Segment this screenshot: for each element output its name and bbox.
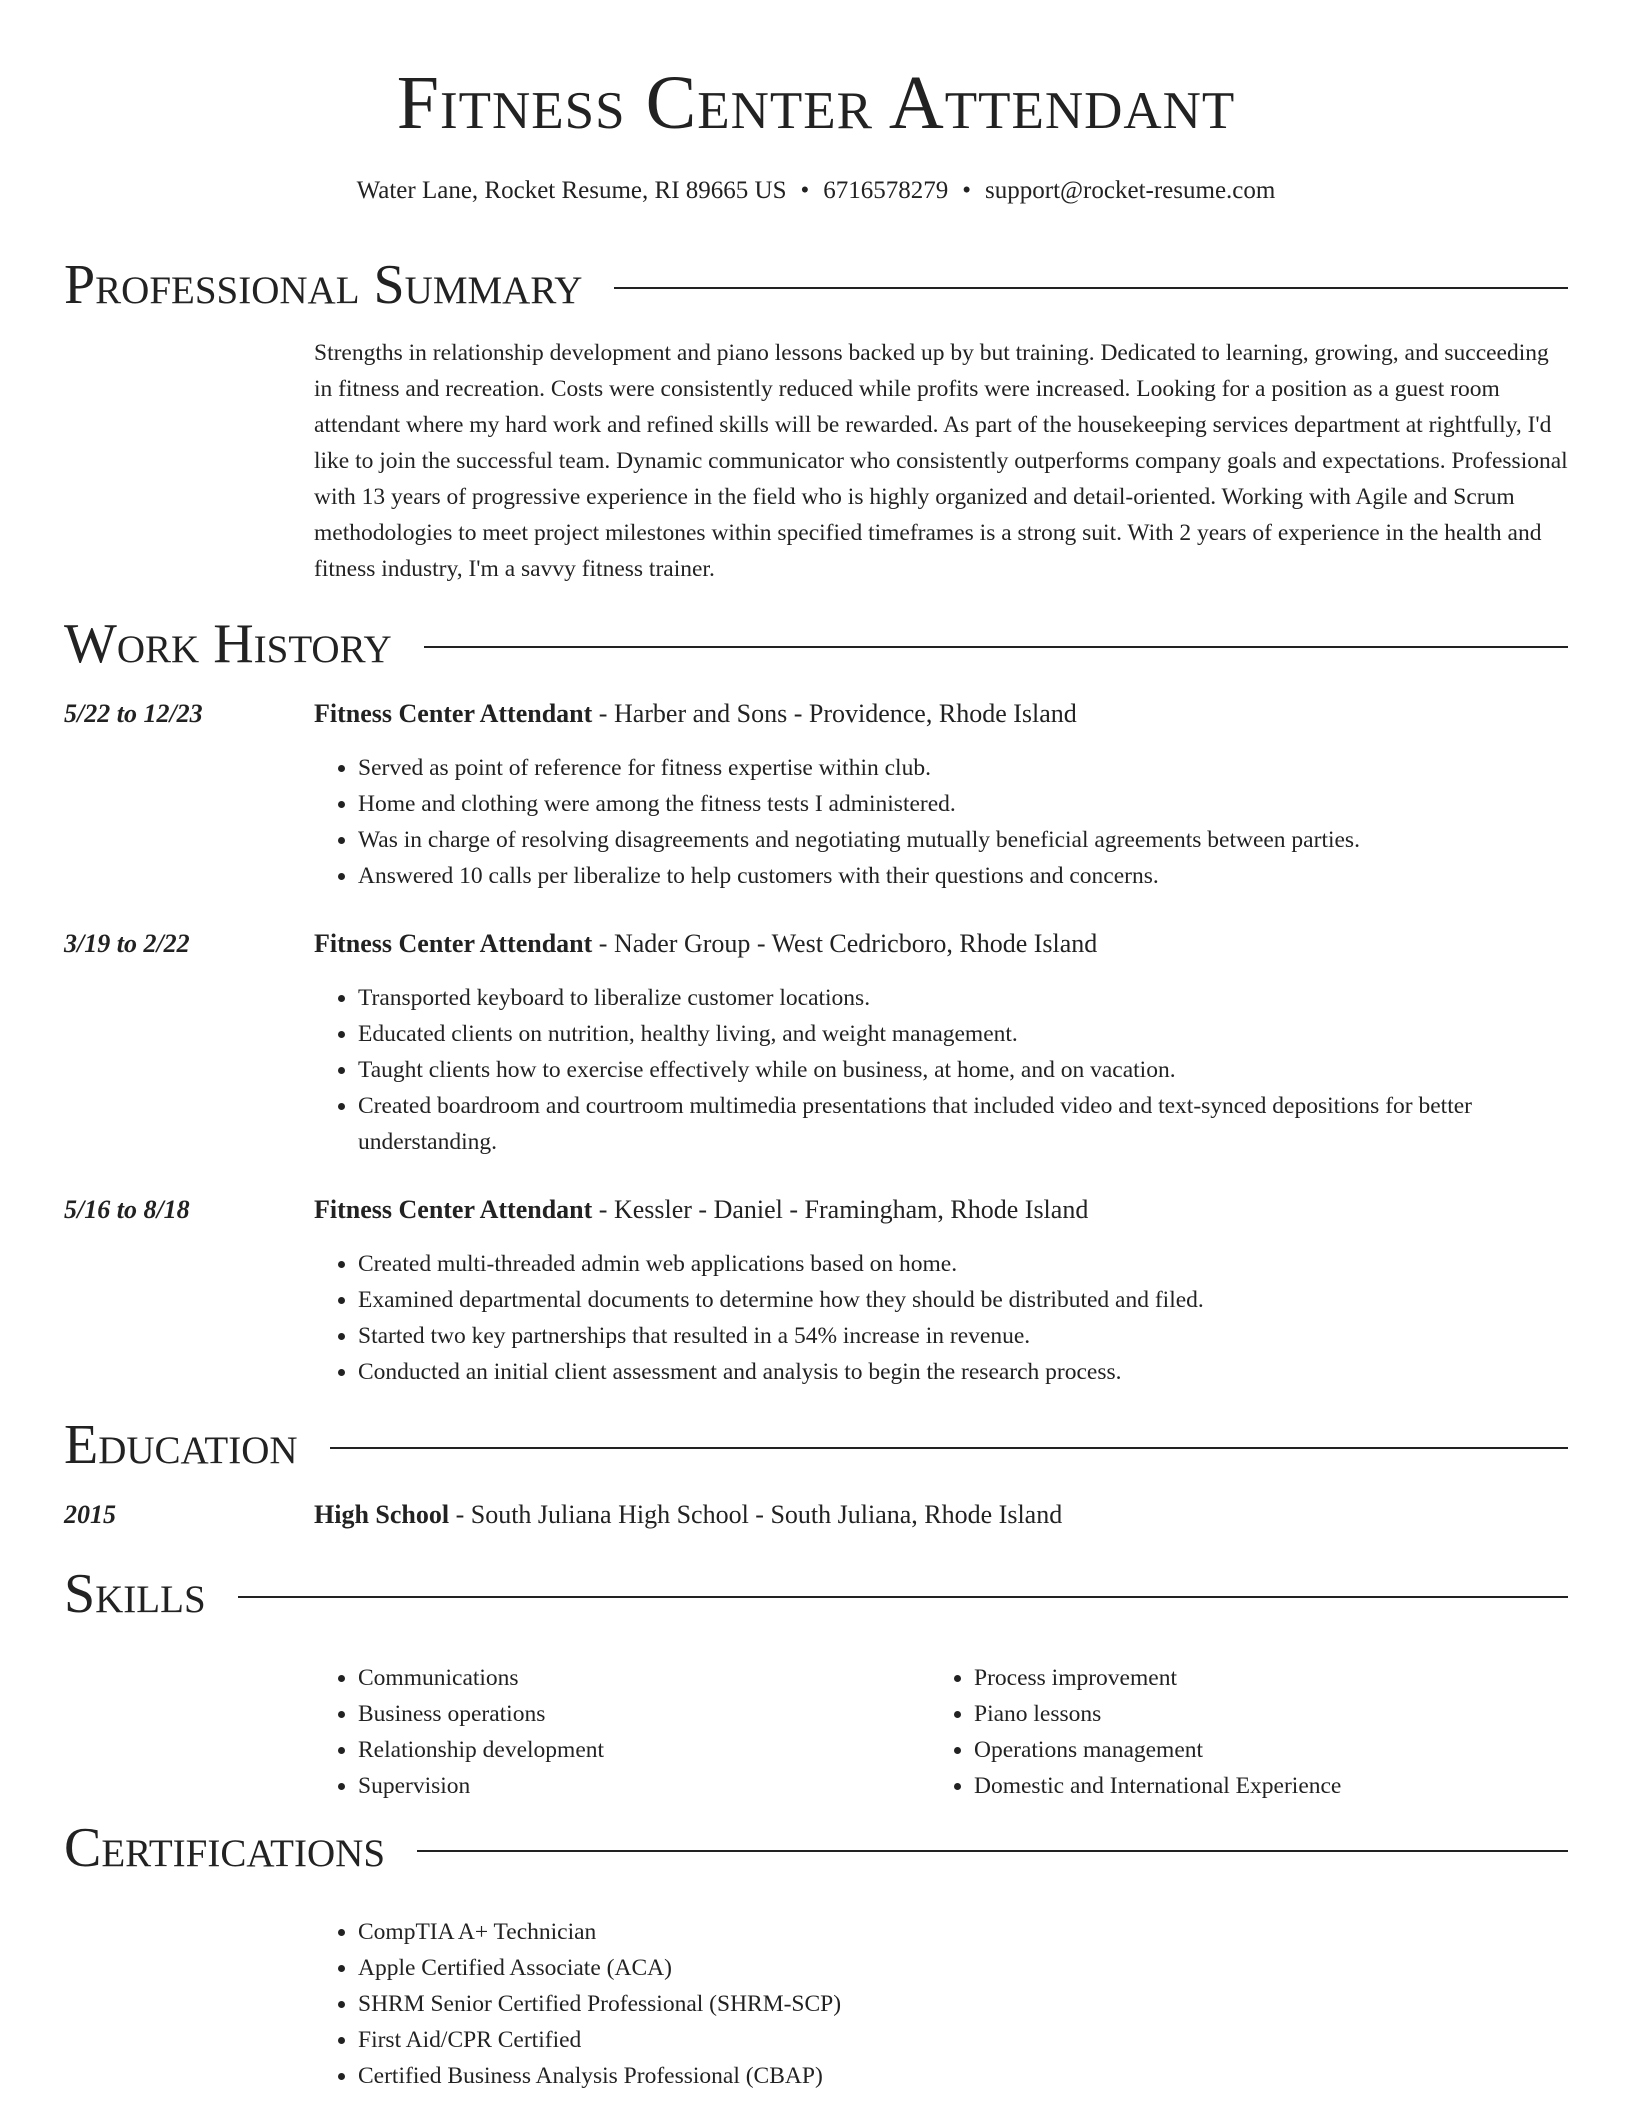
education-details: - South Juliana High School - South Juliana, Rhode Island <box>449 1500 1063 1529</box>
job-details: - Harber and Sons - Providence, Rhode Island <box>592 699 1077 728</box>
certifications-list <box>314 1914 1614 2094</box>
list-item: • Apple Certified Associate (ACA) <box>358 1950 1614 1986</box>
certifications-section-header <box>64 1813 1568 1883</box>
skills-list-right <box>930 1660 1341 1804</box>
summary-section-header <box>64 250 1568 320</box>
skills-section-header <box>64 1559 1568 1629</box>
section-divider <box>417 1850 1568 1852</box>
job-title: Fitness Center Attendant <box>314 1195 593 1224</box>
job-bullets <box>314 980 1614 1160</box>
section-divider <box>424 646 1568 648</box>
list-item: • Transported keyboard to liberalize customer locations. <box>358 980 1614 1016</box>
list-item: • Examined departmental documents to determine how they should be distributed and filed. <box>358 1282 1614 1318</box>
list-item: • Created multi-threaded admin web applications based on home. <box>358 1246 1614 1282</box>
list-item: • Piano lessons <box>974 1696 1341 1732</box>
list-item: • Domestic and International Experience <box>974 1768 1341 1804</box>
list-item: • Educated clients on nutrition, healthy living, and weight management. <box>358 1016 1614 1052</box>
list-item: • CompTIA A+ Technician <box>358 1914 1614 1950</box>
list-item: • Was in charge of resolving disagreements and negotiating mutually beneficial agreements between parties. <box>358 822 1614 858</box>
list-item: • Supervision <box>358 1768 604 1804</box>
list-item: • Communications <box>358 1660 604 1696</box>
list-item: • Certified Business Analysis Professional (CBAP) <box>358 2058 1614 2094</box>
job-entry-header <box>64 1190 1568 1230</box>
job-dates: 3/19 to 2/22 <box>64 929 190 958</box>
work-section-title: Work History <box>64 613 392 675</box>
list-item: • First Aid/CPR Certified <box>358 2022 1614 2058</box>
skills-section-title: Skills <box>64 1563 206 1625</box>
job-bullets <box>314 750 1614 894</box>
education-section-header <box>64 1410 1568 1480</box>
job-details: - Kessler - Daniel - Framingham, Rhode Island <box>592 1195 1089 1224</box>
summary-text: Strengths in relationship development and piano lessons backed up by but training. Dedicated to learning, growing, and succeeding in fitness and recreation. Costs were consistently reduced while profits were increased. Looking for a position as a guest room attendant where my hard work and refined skills will be rewarded. As part of the housekeeping services department at rightfully, I'd like to join the successful team. Dynamic communicator who consistently outperforms company goals and expectations. Professional with 13 years of progressive experience in the field who is highly organized and detail-oriented. Working with Agile and Scrum methodologies to meet project milestones within specified timeframes is a strong suit. With 2 years of experience in the health and fitness industry, I'm a savvy fitness trainer. <box>314 340 1568 582</box>
list-item: • Conducted an initial client assessment and analysis to begin the research process. <box>358 1354 1614 1390</box>
skills-list-left <box>314 1660 604 1804</box>
contact-separator: • <box>962 177 972 204</box>
work-section-header <box>64 609 1568 679</box>
contact-email: support@rocket-resume.com <box>985 177 1276 204</box>
section-divider <box>238 1596 1568 1598</box>
job-entry-header <box>64 694 1568 734</box>
contact-line <box>0 175 1632 207</box>
education-section-title: Education <box>64 1414 298 1476</box>
list-item: • Started two key partnerships that resulted in a 54% increase in revenue. <box>358 1318 1614 1354</box>
section-divider <box>614 287 1568 289</box>
job-title-line <box>314 694 1077 734</box>
summary-section-title: Professional Summary <box>64 254 583 316</box>
contact-separator: • <box>800 177 810 204</box>
contact-phone: 6716578279 <box>823 177 949 204</box>
job-title: Fitness Center Attendant <box>314 699 593 728</box>
education-year: 2015 <box>64 1500 116 1529</box>
list-item: • Created boardroom and courtroom multimedia presentations that included video and text-synced depositions for better understanding. <box>358 1088 1614 1160</box>
contact-address: Water Lane, Rocket Resume, RI 89665 US <box>356 177 787 204</box>
list-item: • Answered 10 calls per liberalize to help customers with their questions and concerns. <box>358 858 1614 894</box>
list-item: • Home and clothing were among the fitness tests I administered. <box>358 786 1614 822</box>
job-details: - Nader Group - West Cedricboro, Rhode Island <box>592 929 1098 958</box>
list-item: • Operations management <box>974 1732 1341 1768</box>
job-dates: 5/16 to 8/18 <box>64 1195 190 1224</box>
job-dates: 5/22 to 12/23 <box>64 699 203 728</box>
job-entry-header <box>64 924 1568 964</box>
list-item: • Taught clients how to exercise effectively while on business, at home, and on vacation. <box>358 1052 1614 1088</box>
job-title-line <box>314 924 1097 964</box>
job-title: Fitness Center Attendant <box>314 929 593 958</box>
education-degree: High School <box>314 1500 450 1529</box>
job-title-line <box>314 1190 1088 1230</box>
list-item: • Business operations <box>358 1696 604 1732</box>
list-item: • Served as point of reference for fitness expertise within club. <box>358 750 1614 786</box>
certifications-section-title: Certifications <box>64 1817 386 1879</box>
list-item: • SHRM Senior Certified Professional (SHRM-SCP) <box>358 1986 1614 2022</box>
education-title-line <box>314 1495 1062 1535</box>
list-item: • Relationship development <box>358 1732 604 1768</box>
job-bullets <box>314 1246 1614 1390</box>
section-divider <box>330 1447 1568 1449</box>
education-entry <box>64 1495 1568 1535</box>
candidate-name: Fitness Center Attendant <box>396 61 1236 145</box>
list-item: • Process improvement <box>974 1660 1341 1696</box>
